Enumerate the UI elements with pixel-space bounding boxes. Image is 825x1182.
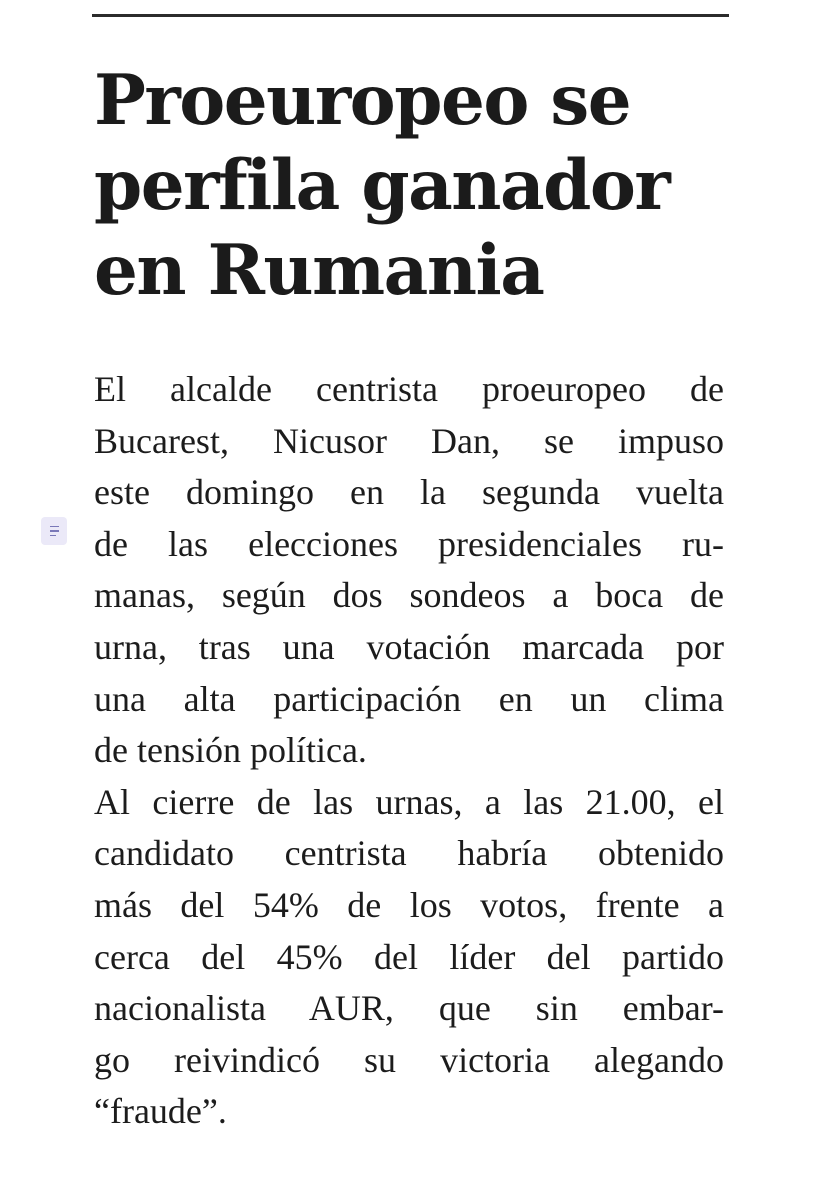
text-line: “fraude”. bbox=[94, 1091, 227, 1132]
comment-line bbox=[50, 535, 56, 537]
text-line: Al cierre de las urnas, a las 21.00, el bbox=[94, 781, 724, 822]
paragraph-2 bbox=[94, 777, 724, 1138]
text-line: Bucarest, Nicusor Dan, se impuso bbox=[94, 420, 724, 461]
text-line: una alta participación en un clima bbox=[94, 678, 724, 719]
text-line: candidato centrista habría obtenido bbox=[94, 833, 724, 874]
article-body bbox=[94, 364, 724, 1138]
text-line: de tensión política. bbox=[94, 730, 367, 771]
text-line: cerca del 45% del líder del partido bbox=[94, 936, 724, 977]
text-line: El alcalde centrista proeuropeo de bbox=[94, 369, 724, 409]
headline-line: en Rumania bbox=[94, 230, 544, 311]
text-line: manas, según dos sondeos a boca de bbox=[94, 575, 724, 616]
comment-line bbox=[50, 526, 59, 528]
comment-lines-icon[interactable] bbox=[41, 517, 67, 545]
text-line: go reivindicó su victoria alegando bbox=[94, 1039, 724, 1080]
article-headline bbox=[94, 58, 734, 313]
paragraph-1 bbox=[94, 364, 724, 777]
comment-line bbox=[50, 530, 59, 532]
text-line: este domingo en la segunda vuelta bbox=[94, 472, 724, 513]
text-line: más del 54% de los votos, frente a bbox=[94, 884, 724, 925]
text-line: urna, tras una votación marcada por bbox=[94, 626, 724, 667]
headline-line: Proeuropeo se bbox=[94, 60, 631, 141]
text-line: nacionalista AUR, que sin embar- bbox=[94, 988, 724, 1029]
headline-line: perfila ganador bbox=[94, 145, 670, 226]
text-line: de las elecciones presidenciales ru- bbox=[94, 523, 724, 564]
top-divider-rule bbox=[92, 14, 729, 17]
